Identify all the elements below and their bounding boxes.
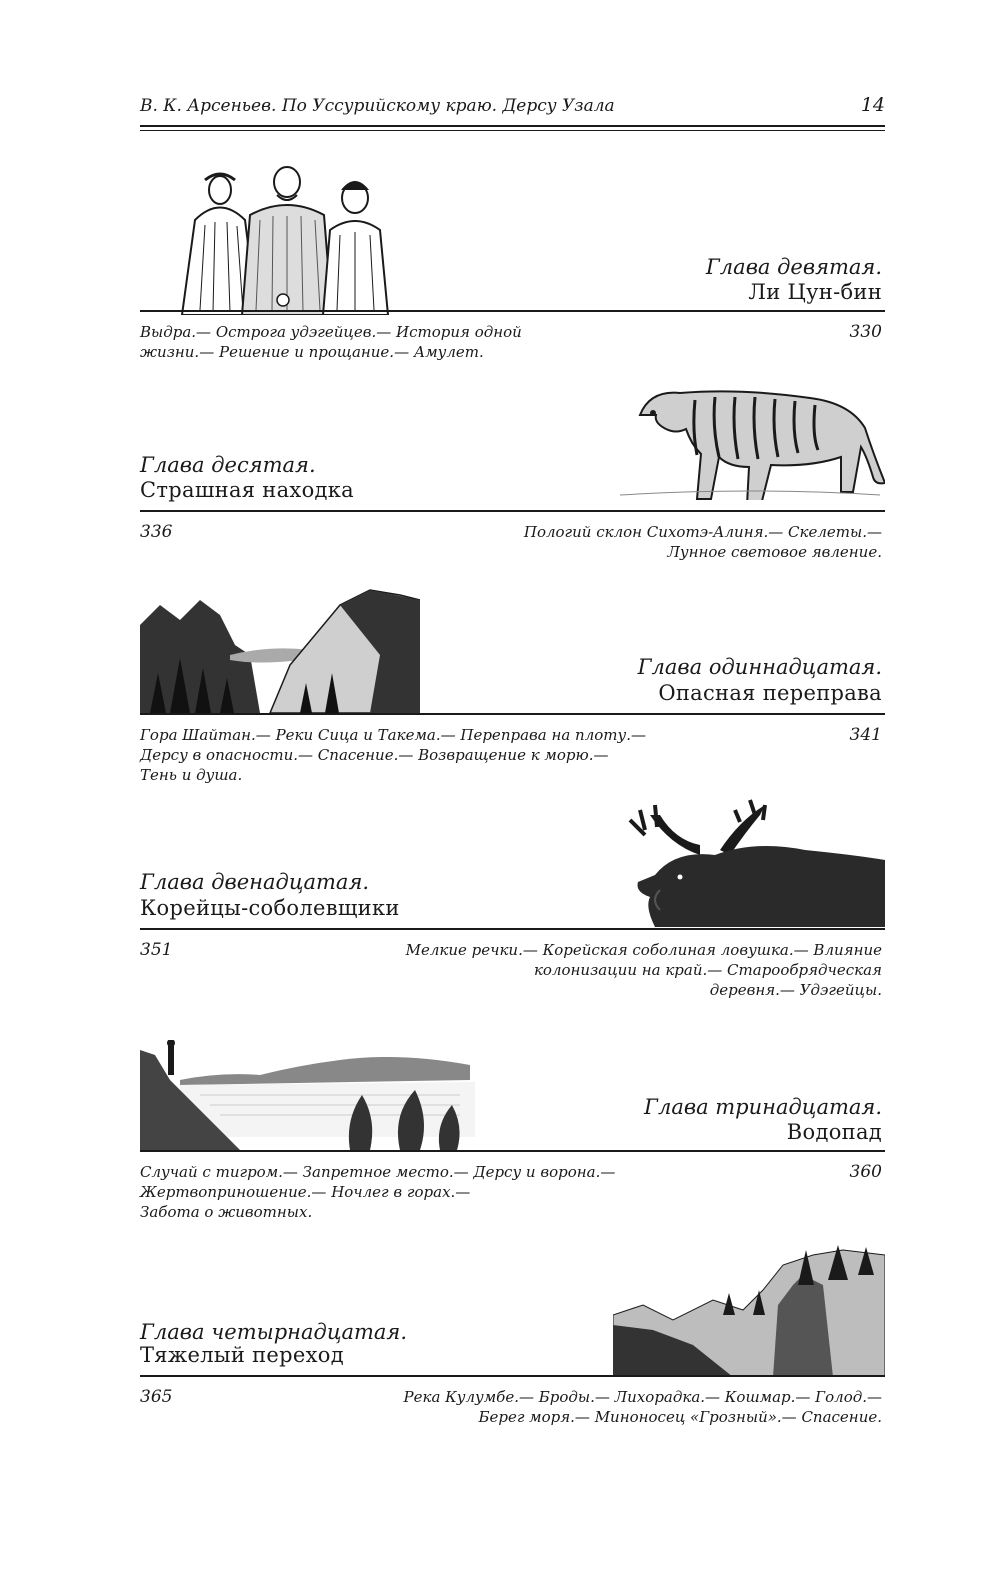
- chapter-page-number: 330: [849, 322, 882, 342]
- chapter-rule: [140, 928, 885, 930]
- chapter-entry-9: [140, 150, 885, 365]
- page-number: 14: [860, 94, 885, 116]
- chapter-rule: [140, 510, 885, 512]
- chapter-description: Гора Шайтан.— Реки Сица и Такема.— Переправа на плоту.— Дерсу в опасности.— Спасение.— Возвращение к морю.— Тень и душа.: [140, 726, 646, 784]
- chapter-rule: [140, 1150, 885, 1152]
- chapter-page-number: 365: [140, 1387, 173, 1407]
- running-title: В. К. Арсеньев. По Уссурийскому краю. Дерсу Узала: [140, 96, 615, 116]
- header-rule: [140, 125, 885, 127]
- chapter-rule: [140, 310, 885, 312]
- chapter-label: Глава девятая.: [705, 255, 882, 279]
- chapter-title: Ли Цун-бин: [748, 280, 882, 304]
- lake-illustration: [140, 1040, 475, 1150]
- chapter-description: Пологий склон Сихотэ-Алиня.— Скелеты.— Лунное световое явление.: [523, 523, 882, 561]
- chapter-description: Река Кулумбе.— Броды.— Лихорадка.— Кошмар.— Голод.— Берег моря.— Миноносец «Грозный».— Спасение.: [403, 1388, 882, 1426]
- cliff-forest-illustration: [613, 1245, 885, 1377]
- chapter-page-number: 351: [140, 940, 173, 960]
- chapter-entry-14: [140, 1245, 885, 1435]
- chapter-label: Глава десятая.: [140, 453, 316, 477]
- chapter-entry-13: [140, 1040, 885, 1235]
- people-illustration: [165, 160, 395, 315]
- chapter-description: Случай с тигром.— Запретное место.— Дерсу и ворона.— Жертвоприношение.— Ночлег в горах.— Забота о животных.: [140, 1163, 616, 1221]
- chapter-rule: [140, 1375, 885, 1377]
- chapter-page-number: 336: [140, 522, 173, 542]
- tiger-illustration: [615, 375, 885, 500]
- running-header: [140, 94, 885, 120]
- header-rule-thin: [140, 130, 885, 131]
- chapter-label: Глава тринадцатая.: [644, 1095, 882, 1119]
- chapter-label: Глава одиннадцатая.: [637, 655, 882, 679]
- moose-illustration: [600, 795, 885, 927]
- chapter-title: Опасная переправа: [658, 681, 882, 705]
- chapter-title: Водопад: [786, 1120, 882, 1144]
- chapter-label: Глава двенадцатая.: [140, 870, 370, 894]
- chapter-title: Страшная находка: [140, 478, 354, 502]
- chapter-description: Мелкие речки.— Корейская соболиная ловушка.— Влияние колонизации на край.— Старообрядческая деревня.— Удэгейцы.: [405, 941, 882, 999]
- chapter-title: Корейцы-соболевщики: [140, 896, 400, 920]
- chapter-title: Тяжелый переход: [140, 1343, 344, 1367]
- chapter-entry-10: [140, 375, 885, 585]
- chapter-page-number: 341: [849, 725, 882, 745]
- chapter-page-number: 360: [849, 1162, 882, 1182]
- chapter-description: Выдра.— Острога удэгейцев.— История одной жизни.— Решение и прощание.— Амулет.: [140, 323, 522, 361]
- chapter-entry-12: [140, 795, 885, 1005]
- chapter-rule: [140, 713, 885, 715]
- chapter-entry-11: [140, 585, 885, 790]
- forest-hill-illustration: [140, 585, 420, 713]
- chapter-label: Глава четырнадцатая.: [140, 1320, 408, 1344]
